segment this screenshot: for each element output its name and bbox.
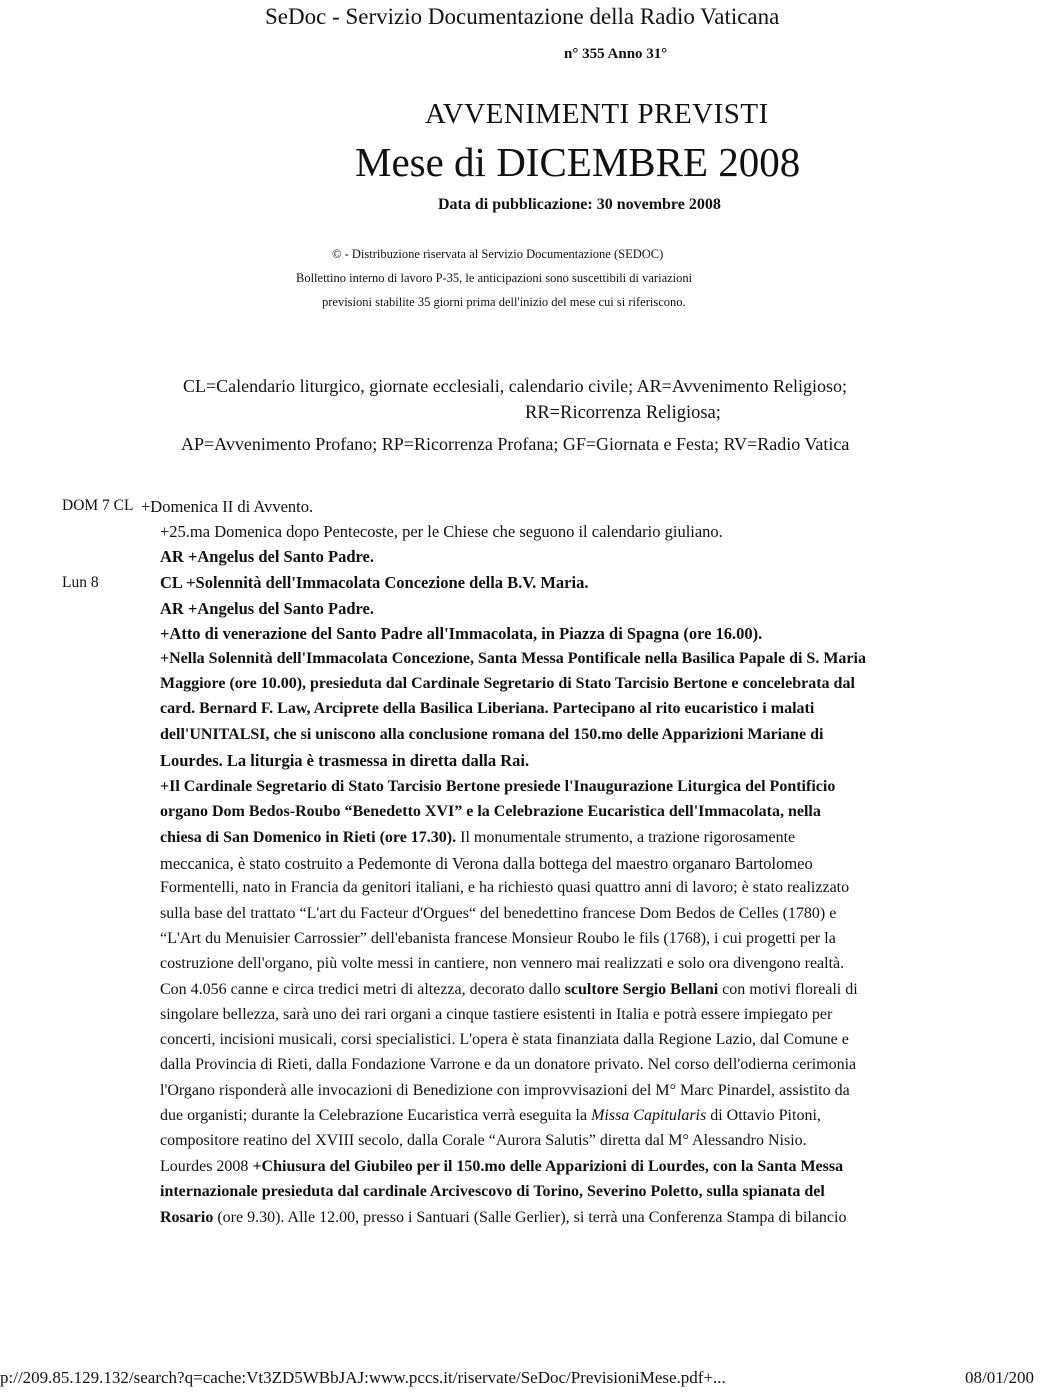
- entry-line: [160, 981, 858, 999]
- entry-line: meccanica, è stato costruito a Pedemonte di Verona dalla bottega del maestro organaro Bartolomeo: [160, 854, 813, 873]
- entry-line: [160, 1107, 821, 1125]
- entry-text: di Ottavio Pitoni,: [706, 1107, 821, 1124]
- month-title: Mese di DICEMBRE 2008: [355, 139, 801, 185]
- notice-line-2: Bollettino interno di lavoro P-35, le anticipazioni sono suscettibili di variazioni: [296, 271, 693, 285]
- document-title: AVVENIMENTI PREVISTI: [425, 98, 769, 130]
- entry-line: Formentelli, nato in Francia da genitori italiani, e ha richiesto quasi quattro anni di lavoro; è stato realizzato: [160, 879, 850, 896]
- entry-line: Lourdes. La liturgia è trasmessa in diretta dalla Rai.: [160, 751, 530, 770]
- entry-line: sulla base del trattato “L'art du Facteur d'Orgues“ del benedettino francese Dom Bedos de Celles (1780) e: [160, 905, 837, 922]
- notice-line-1: © - Distribuzione riservata al Servizio Documentazione (SEDOC): [332, 247, 664, 261]
- day-label-lun8: Lun 8: [62, 574, 99, 591]
- notice-line-3: previsioni stabilite 35 giorni prima dell'inizio del mese cui si riferiscono.: [322, 295, 686, 309]
- entry-line: [160, 829, 795, 847]
- organization-title: SeDoc - Servizio Documentazione della Radio Vaticana: [265, 4, 780, 29]
- entry-line: AR +Angelus del Santo Padre.: [160, 599, 374, 618]
- entry-line: internazionale presieduta dal cardinale Arcivescovo di Torino, Severino Poletto, sulla spianata del: [160, 1183, 825, 1200]
- entry-line: l'Organo risponderà alle invocazioni di Benedizione con improvvisazioni del M° Marc Pinardel, assistito da: [160, 1082, 850, 1099]
- entry-bold-text: +Chiusura del Giubileo per il 150.mo delle Apparizioni di Lourdes, con la Santa Messa: [252, 1158, 844, 1175]
- entry-text: Il monumentale strumento, a trazione rigorosamente: [456, 829, 796, 846]
- entry-line: compositore reatino del XVIII secolo, dalla Corale “Aurora Salutis” diretta dal M° Alessandro Nisio.: [160, 1132, 807, 1149]
- entry-bold-text: chiesa di San Domenico in Rieti (ore 17.30).: [160, 829, 457, 846]
- day-label-dom7: DOM 7 CL: [62, 497, 134, 514]
- entry-line: dalla Provincia di Rieti, dalla Fondazione Varrone e da un donatore privato. Nel corso dell'odierna cerimonia: [160, 1056, 857, 1073]
- entry-text: con motivi floreali di: [718, 981, 858, 998]
- entry-text: due organisti; durante la Celebrazione Eucaristica verrà eseguita la: [160, 1107, 592, 1124]
- entry-line: +Atto di venerazione del Santo Padre all'Immacolata, in Piazza di Spagna (ore 16.00).: [160, 624, 763, 643]
- entry-text: (ore 9.30). Alle 12.00, presso i Santuari (Salle Gerlier), si terrà una Conferenza Stampa di bilancio: [213, 1209, 847, 1226]
- entry-line: [160, 1158, 843, 1176]
- entry-line: CL +Solennità dell'Immacolata Concezione della B.V. Maria.: [160, 573, 589, 592]
- entry-italic-text: Missa Capitularis: [591, 1107, 707, 1124]
- entry-line: concerti, incisioni musicali, corsi specialistici. L'opera è stata finanziata dalla Regione Lazio, dal Comune e: [160, 1031, 849, 1048]
- entry-line: [160, 1209, 846, 1227]
- entry-line: +Il Cardinale Segretario di Stato Tarcisio Bertone presiede l'Inaugurazione Liturgica del Pontificio: [160, 778, 836, 795]
- entry-line: organo Dom Bedos-Roubo “Benedetto XVI” e la Celebrazione Eucaristica dell'Immacolata, nella: [160, 803, 821, 820]
- issue-number: n° 355 Anno 31°: [564, 46, 668, 62]
- entry-text: Con 4.056 canne e circa tredici metri di altezza, decorato dallo: [160, 981, 565, 998]
- footer-date: 08/01/200: [965, 1368, 1034, 1387]
- entry-line: dell'UNITALSI, che si uniscono alla conclusione romana del 150.mo delle Apparizioni Mariane di: [160, 726, 824, 743]
- entry-line: +Domenica II di Avvento.: [141, 497, 314, 516]
- entry-line: singolare bellezza, sarà uno dei rari organi a cinque tastiere esistenti in Italia e potrà essere impiegato per: [160, 1006, 833, 1023]
- legend-line-3: AP=Avvenimento Profano; RP=Ricorrenza Profana; GF=Giornata e Festa; RV=Radio Vatica: [181, 434, 850, 454]
- entry-line: card. Bernard F. Law, Arciprete della Basilica Liberiana. Partecipano al rito eucaristico i malati: [160, 700, 815, 717]
- publication-date: Data di pubblicazione: 30 novembre 2008: [438, 196, 721, 213]
- entry-text: Lourdes 2008: [160, 1158, 253, 1175]
- entry-line: +Nella Solennità dell'Immacolata Concezione, Santa Messa Pontificale nella Basilica Papale di S. Maria: [160, 650, 866, 667]
- legend-line-2: RR=Ricorrenza Religiosa;: [525, 403, 721, 423]
- entry-line: costruzione dell'organo, più volte messi in cantiere, non vennero mai realizzati e solo ora divengono realtà.: [160, 955, 845, 972]
- entry-bold-text: scultore Sergio Bellani: [564, 981, 719, 998]
- entry-line: +25.ma Domenica dopo Pentecoste, per le Chiese che seguono il calendario giuliano.: [160, 522, 723, 541]
- legend-line-1: CL=Calendario liturgico, giornate ecclesiali, calendario civile; AR=Avvenimento Religioso;: [183, 376, 847, 396]
- footer-url: p://209.85.129.132/search?q=cache:Vt3ZD5WBbJAJ:www.pccs.it/riservate/SeDoc/PrevisioniMese.pdf+...: [0, 1368, 726, 1387]
- entry-line: AR +Angelus del Santo Padre.: [160, 547, 374, 566]
- entry-bold-text: Rosario: [160, 1209, 214, 1226]
- entry-line: “L'Art du Menuisier Carrossier” dell'ebanista francese Monsieur Roubo le fils (1768), i cui progetti per la: [160, 930, 836, 947]
- entry-line: Maggiore (ore 10.00), presieduta dal Cardinale Segretario di Stato Tarcisio Bertone e concelebrata dal: [160, 675, 855, 692]
